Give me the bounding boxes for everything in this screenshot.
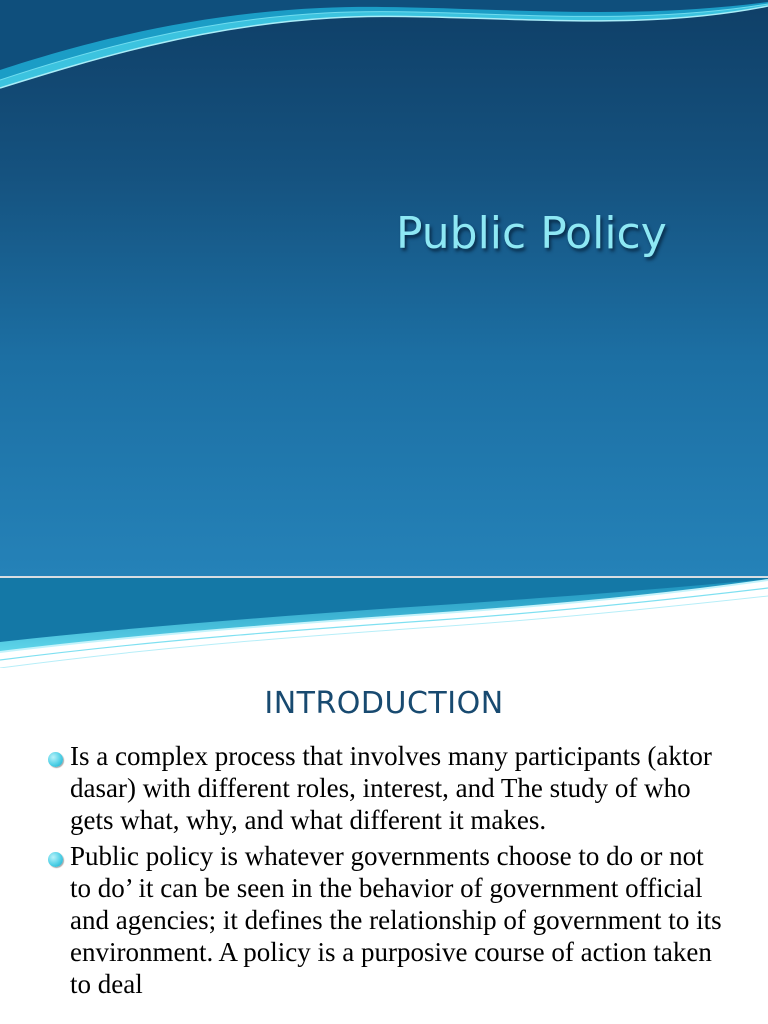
- round-bullet-icon: [48, 752, 63, 767]
- slide-title: Public Policy: [396, 208, 667, 259]
- bullet-list: [0, 740, 768, 1004]
- bullet-item: [0, 740, 768, 836]
- bullet-text: Is a complex process that involves many participants (aktor dasar) with different roles, interest, and The study of who gets what, why, and what different it makes.: [70, 741, 712, 835]
- decorative-wave-top: [0, 0, 768, 120]
- decorative-wave-band: [0, 578, 768, 668]
- round-bullet-icon: [48, 852, 63, 867]
- section-heading: [0, 686, 768, 721]
- bullet-item: [0, 840, 768, 1000]
- content-slide: [0, 578, 768, 1024]
- bullet-text: Public policy is whatever governments choose to do or not to do’ it can be seen in the behavior of government official and agencies; it defines the relationship of government to its environment. A policy is a purposive course of action taken to deal: [70, 841, 722, 999]
- section-heading-text: INTRODUCTION: [264, 686, 504, 721]
